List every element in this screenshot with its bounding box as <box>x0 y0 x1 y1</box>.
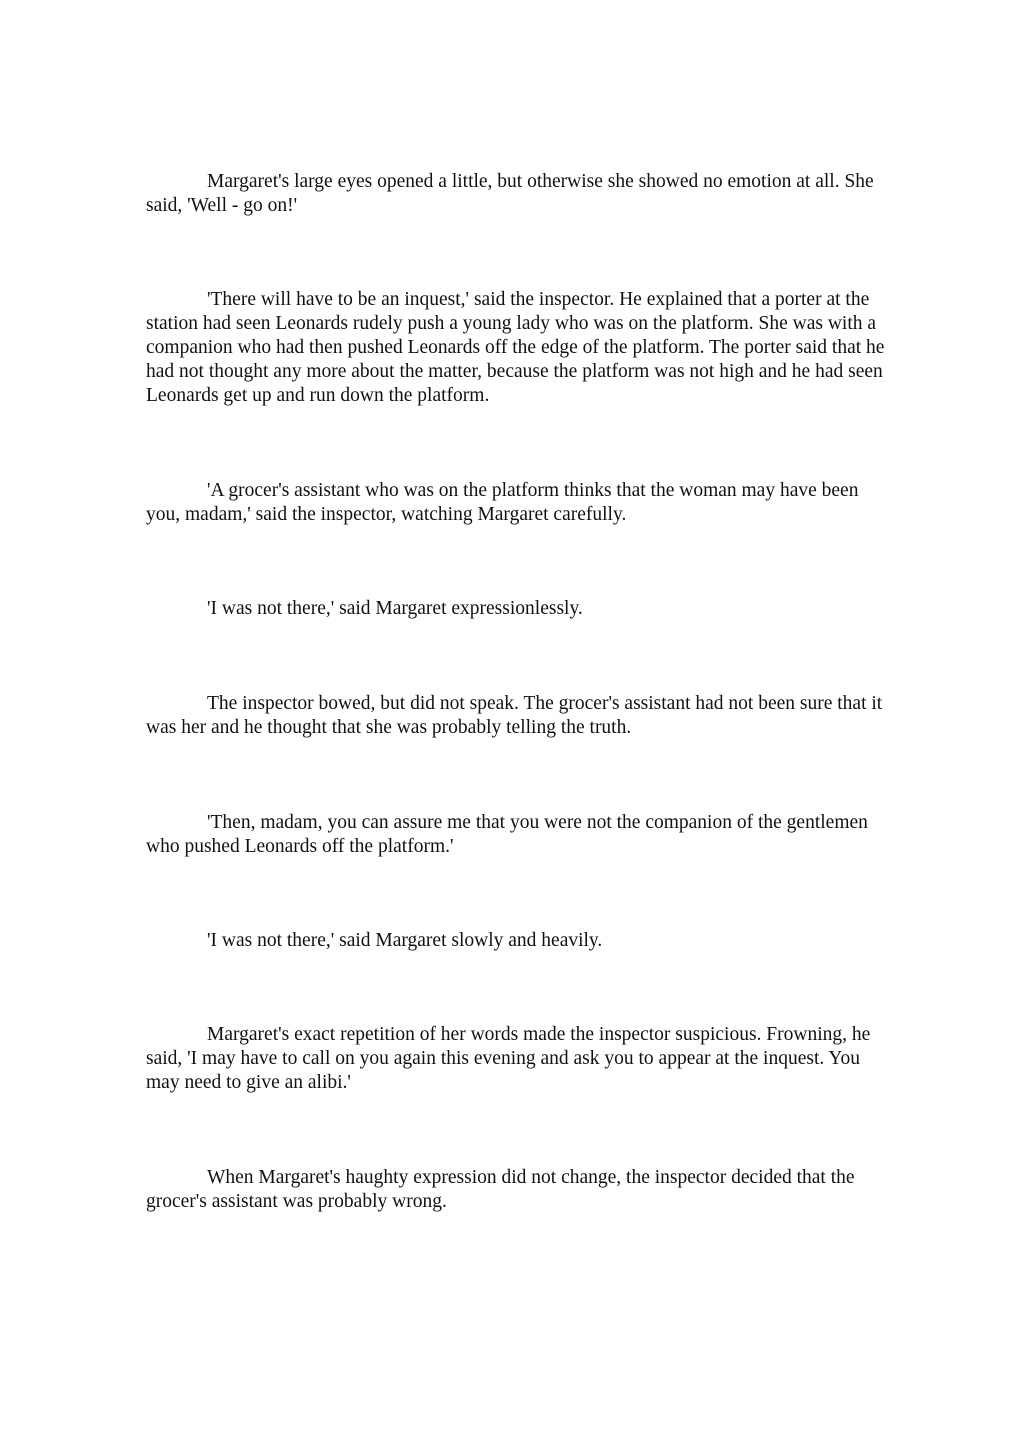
paragraph-inspector-suspicious: Margaret's exact repetition of her words made the inspector suspicious. Frowning, he said, 'I may have to call on you again this evening and ask you to appear at the inquest. You may need to give an alibi.' <box>146 1024 871 1093</box>
paragraph-inspector-bowed: The inspector bowed, but did not speak. The grocer's assistant had not been sure that it was her and he thought that she was probably telling the truth. <box>146 693 883 738</box>
paragraph-margaret-reaction: Margaret's large eyes opened a little, but otherwise she showed no emotion at all. She said, 'Well - go on!' <box>146 171 874 216</box>
paragraph-margaret-repeat-denial: 'I was not there,' said Margaret slowly and heavily. <box>207 930 603 951</box>
paragraph-inquest-explanation: 'There will have to be an inquest,' said the inspector. He explained that a porter at the station had seen Leonards rudely push a young lady who was on the platform. She was with a companion who had then pushed Leonards off the edge of the platform. The porter said that he had not thought any more about the matter, because the platform was not high and he had seen Leonards get up and run down the platform. <box>146 289 885 406</box>
paragraph-grocer-assistant-claim: 'A grocer's assistant who was on the platform thinks that the woman may have been you, madam,' said the inspector, watching Margaret carefully. <box>146 480 859 525</box>
paragraph-inspector-decision: When Margaret's haughty expression did not change, the inspector decided that the grocer's assistant was probably wrong. <box>146 1167 855 1212</box>
paragraph-assurance-question: 'Then, madam, you can assure me that you were not the companion of the gentlemen who pushed Leonards off the platform.' <box>146 812 868 857</box>
paragraph-margaret-denial: 'I was not there,' said Margaret expressionlessly. <box>207 598 583 619</box>
